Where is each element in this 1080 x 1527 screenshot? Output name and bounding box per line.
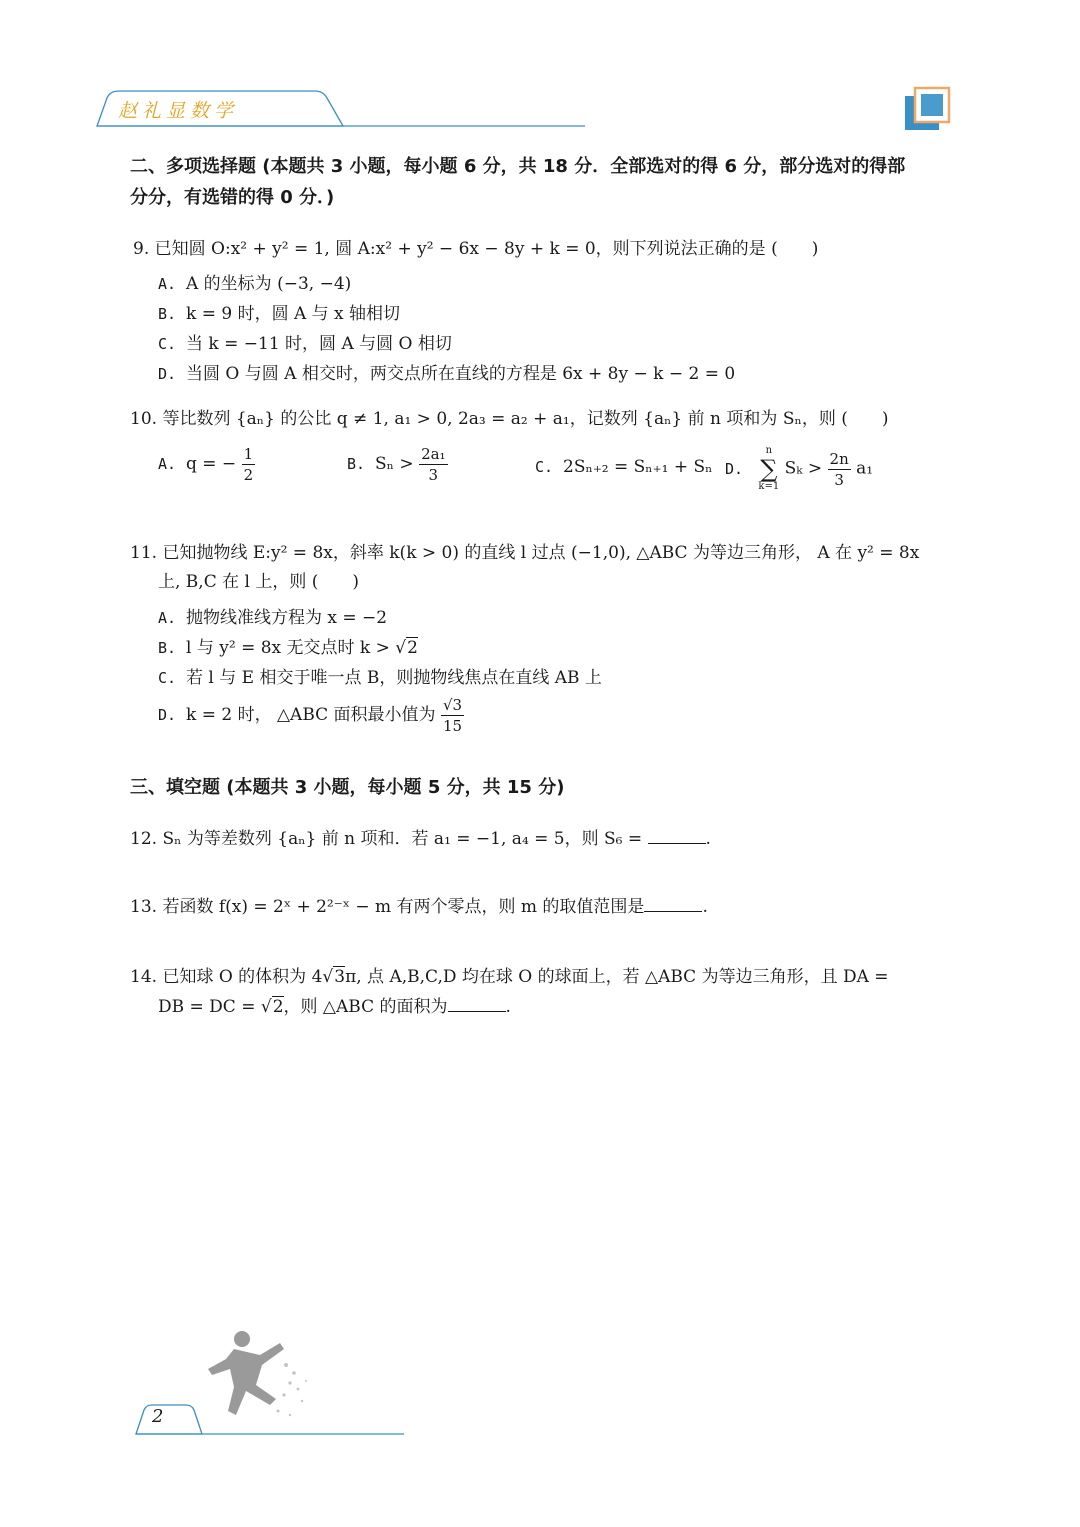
section-2-title: 二、多项选择题 (本题共 3 小题，每小题 6 分，共 18 分．全部选对的得 6 分，部分选对的得部 bbox=[130, 156, 906, 177]
question-9-option-b: B. k = 9 时，圆 A 与 x 轴相切 bbox=[158, 304, 401, 324]
question-9-option-d: D. 当圆 O 与圆 A 相交时，两交点所在直线的方程是 6x + 8y − k − 2 = 0 bbox=[158, 364, 736, 384]
answer-blank bbox=[448, 993, 506, 1012]
question-10-option-b: B. Sₙ > $\frac{\text{2a₁}}{3}$ bbox=[347, 445, 446, 484]
question-11-option-c: C. 若 l 与 E 相交于唯一点 B，则抛物线焦点在直线 AB 上 bbox=[158, 668, 602, 688]
question-9-option-c: C. 当 k = −11 时，圆 A 与圆 O 相切 bbox=[158, 334, 452, 354]
question-11-stem: 11. 已知抛物线 E:y² = 8x，斜率 k(k > 0) 的直线 l 过点 (−1,0), △ABC 为等边三角形， A 在 y² = 8x bbox=[130, 543, 920, 563]
answer-blank bbox=[648, 825, 706, 844]
question-10-stem: 10. 等比数列 {aₙ} 的公比 q ≠ 1, a₁ > 0, 2a₃ = a₂ + a₁，记数列 {aₙ} 前 n 项和为 Sₙ，则 ( ) bbox=[130, 409, 889, 429]
question-9-option-a: A. A 的坐标为 (−3, −4) bbox=[158, 274, 352, 294]
question-10-option-d: D. n ∑ k=1 Sₖ > $\frac{2n}{3}$ a₁ bbox=[725, 445, 874, 492]
question-9-stem: 9. 已知圆 O:x² + y² = 1, 圆 A:x² + y² − 6x − 8y + k = 0，则下列说法正确的是 ( ) bbox=[133, 239, 819, 259]
question-12: 12. Sₙ 为等差数列 {aₙ} 前 n 项和．若 a₁ = −1, a₄ = 5，则 S₆ = . bbox=[130, 824, 711, 854]
question-11-stem-cont: 上, B,C 在 l 上，则 ( ) bbox=[158, 572, 360, 592]
section-2-title-cont: 分分，有选错的得 0 分．) bbox=[130, 187, 335, 208]
section-3-title: 三、填空题 (本题共 3 小题，每小题 5 分，共 15 分) bbox=[130, 777, 565, 798]
question-14-stem-cont: DB = DC = √2，则 △ABC 的面积为 . bbox=[158, 992, 511, 1022]
question-13: 13. 若函数 f(x) = 2ˣ + 2²⁻ˣ − m 有两个零点，则 m 的取值范围是 . bbox=[130, 892, 708, 922]
question-14-stem: 14. 已知球 O 的体积为 4√3π, 点 A,B,C,D 均在球 O 的球面上，若 △ABC 为等边三角形，且 DA = bbox=[130, 967, 889, 987]
footer-tab bbox=[134, 1402, 406, 1438]
question-11-option-d: D. k = 2 时， △ABC 面积最小值为 $\frac{√3}{15}$ bbox=[158, 696, 463, 735]
page-number: 2 bbox=[152, 1406, 164, 1427]
question-11-option-a: A. 抛物线准线方程为 x = −2 bbox=[158, 608, 388, 628]
question-10-option-a: A. q = − $\frac{1}{2}$ bbox=[158, 445, 254, 484]
brand-title: 赵礼显数学 bbox=[118, 100, 239, 122]
logo-squares-icon bbox=[903, 86, 953, 134]
answer-blank bbox=[644, 893, 702, 912]
question-10-option-c: C. 2Sₙ₊₂ = Sₙ₊₁ + Sₙ bbox=[535, 457, 713, 477]
question-11-option-b: B. l 与 y² = 8x 无交点时 k > √2 bbox=[158, 638, 418, 658]
